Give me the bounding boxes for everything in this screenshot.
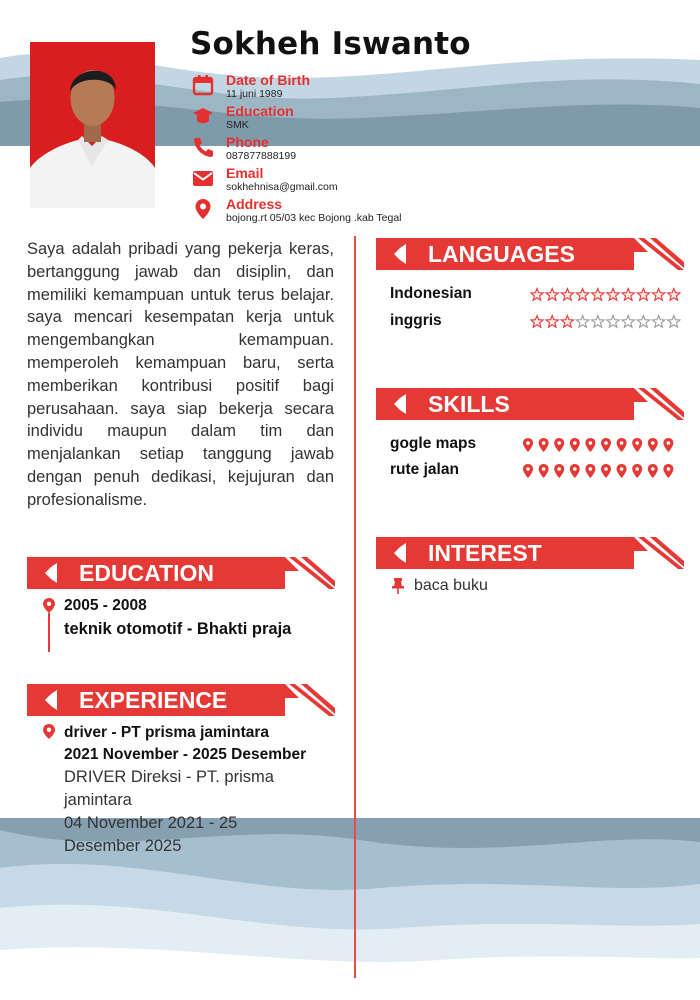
language-name: Indonesian [390, 285, 472, 302]
location-pin-icon [648, 438, 658, 452]
location-pin-icon [648, 464, 658, 478]
language-row [390, 285, 682, 307]
experience-banner [27, 684, 335, 716]
location-pin-icon [554, 438, 564, 452]
education-item [40, 596, 340, 656]
profile-photo [30, 42, 155, 208]
skill-name: gogle maps [390, 435, 477, 452]
experience-dates: 04 November 2021 - 25 Desember 2025 [64, 814, 238, 855]
star-filled-icon [652, 289, 664, 301]
location-pin-icon [42, 598, 56, 654]
star-filled-icon [546, 289, 558, 301]
section-title: LANGUAGES [428, 241, 575, 267]
location-pin-icon [42, 724, 56, 740]
location-pin-icon [632, 464, 642, 478]
star-empty-icon [622, 316, 634, 328]
phone-icon [192, 136, 214, 158]
location-pin-icon [585, 464, 595, 478]
experience-item [40, 722, 340, 862]
info-label: Phone [226, 134, 269, 150]
pushpin-icon [392, 578, 404, 594]
location-pin-icon [539, 464, 549, 478]
location-pin-icon [601, 438, 611, 452]
envelope-icon [192, 167, 214, 189]
info-value: SMK [226, 119, 249, 131]
location-pin-icon [570, 438, 580, 452]
star-filled-icon [531, 316, 543, 328]
location-pin-icon [663, 438, 673, 452]
star-filled-icon [576, 289, 588, 301]
calendar-icon [192, 74, 214, 96]
star-empty-icon [668, 316, 680, 328]
info-label: Date of Birth [226, 72, 310, 88]
education-banner [27, 557, 335, 589]
info-label: Address [226, 196, 283, 212]
location-pin-icon [617, 464, 627, 478]
education-detail: teknik otomotif - Bhakti praja [64, 620, 292, 638]
star-filled-icon [592, 289, 604, 301]
star-filled-icon [546, 316, 558, 328]
star-empty-icon [637, 316, 649, 328]
star-empty-icon [652, 316, 664, 328]
info-value: bojong.rt 05/03 kec Bojong .kab Tegal [226, 212, 402, 224]
location-pin-icon [617, 438, 627, 452]
skill-name: rute jalan [390, 461, 459, 478]
star-filled-icon [531, 289, 543, 301]
location-pin-icon [523, 438, 533, 452]
info-value: 087877888199 [226, 150, 297, 162]
section-title: SKILLS [428, 391, 510, 417]
star-filled-icon [622, 289, 634, 301]
info-label: Education [226, 103, 294, 119]
section-title: EXPERIENCE [79, 687, 228, 713]
location-pin-icon [192, 198, 214, 220]
profile-summary: Saya adalah pribadi yang pekerja keras, bertanggung jawab dan disiplin, dan memiliki kemampuan untuk terus belajar. saya mencari kesempatan kerja untuk mengembangkan kemampuan. memperoleh kemampuan baru, serta memberikan kontribusi positif bagi perusahaan. saya siap bekerja secara individu maupun dalam tim dan menjalankan setiap tanggung jawab dengan penuh dedikasi, kejujuran dan profesionalisme. [27, 240, 334, 509]
star-filled-icon [637, 289, 649, 301]
star-filled-icon [607, 289, 619, 301]
star-filled-icon [668, 289, 680, 301]
location-pin-icon [554, 464, 564, 478]
star-filled-icon [561, 289, 573, 301]
star-rating [530, 287, 682, 303]
experience-role: driver - PT prisma jamintara [64, 724, 270, 741]
pin-rating [514, 437, 682, 453]
location-pin-icon [523, 464, 533, 478]
experience-period: 2021 November - 2025 Desember [64, 746, 307, 763]
info-value: sokhehnisa@gmail.com [226, 181, 338, 193]
interest-label: baca buku [414, 577, 488, 594]
experience-description: DRIVER Direksi - PT. prisma jamintara [64, 768, 274, 809]
education-years: 2005 - 2008 [64, 597, 147, 614]
language-name: inggris [390, 312, 442, 329]
location-pin-icon [632, 438, 642, 452]
interest-banner [376, 537, 684, 569]
skills-banner [376, 388, 684, 420]
star-empty-icon [576, 316, 588, 328]
star-filled-icon [561, 316, 573, 328]
pin-rating [514, 463, 682, 479]
location-pin-icon [585, 438, 595, 452]
location-pin-icon [601, 464, 611, 478]
star-empty-icon [592, 316, 604, 328]
section-title: EDUCATION [79, 560, 215, 586]
graduation-cap-icon [192, 105, 214, 127]
star-empty-icon [607, 316, 619, 328]
skill-row [390, 435, 682, 457]
candidate-name: Sokheh Iswanto [190, 26, 471, 62]
section-title: INTEREST [428, 540, 542, 566]
column-divider [354, 236, 356, 978]
star-rating [530, 314, 682, 330]
location-pin-icon [539, 438, 549, 452]
skill-row [390, 461, 682, 483]
info-value: 11 juni 1989 [226, 88, 283, 100]
location-pin-icon [663, 464, 673, 478]
location-pin-icon [570, 464, 580, 478]
languages-banner [376, 238, 684, 270]
language-row [390, 312, 682, 334]
info-label: Email [226, 165, 264, 181]
